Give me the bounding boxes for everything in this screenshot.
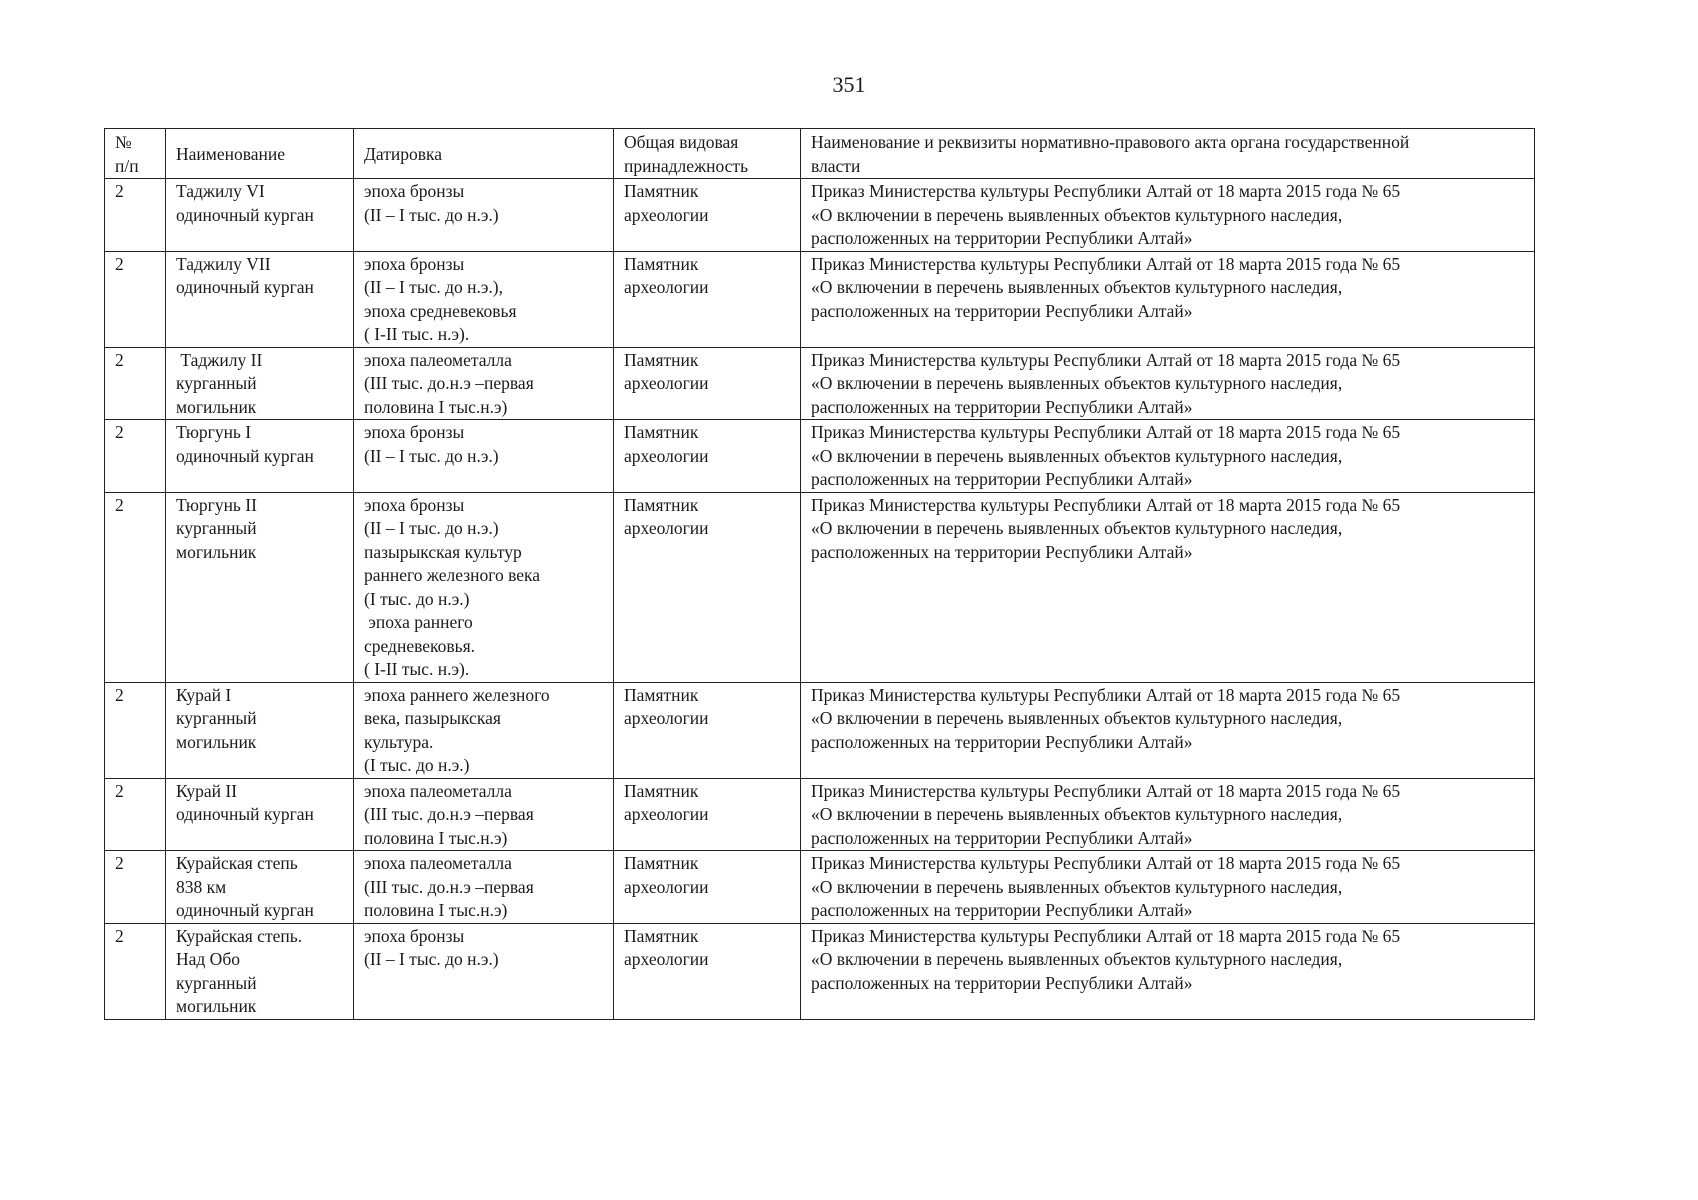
cell-kind-line: Памятник: [624, 925, 699, 946]
cell-name-line: 838 км: [176, 876, 227, 897]
cell-dating: [354, 347, 614, 420]
cell-kind: [614, 179, 801, 252]
cell-legal-act-line: Приказ Министерства культуры Республики Алтай от 18 марта 2015 года № 65: [811, 349, 1401, 370]
cell-dating-line: эпоха палеометалла: [364, 349, 512, 370]
cell-legal-act: [801, 420, 1535, 493]
cell-legal-act-line: расположенных на территории Республики Алтай»: [811, 396, 1193, 417]
cell-name-line: могильник: [176, 996, 257, 1016]
header-line: Датировка: [364, 143, 443, 164]
table-row: [105, 923, 1535, 1019]
header-line: Наименование и реквизиты нормативно-правового акта органа государственной: [811, 132, 1410, 152]
cell-dating-line: культура.: [364, 731, 434, 752]
cell-legal-act: [801, 179, 1535, 252]
cell-kind-line: Памятник: [624, 853, 699, 873]
cell-number-value: 2: [115, 422, 124, 442]
cell-dating: [354, 179, 614, 252]
cell-legal-act-line: расположенных на территории Республики Алтай»: [811, 827, 1193, 848]
cell-dating-line: средневековья.: [364, 635, 476, 656]
cell-kind-line: археологии: [624, 876, 709, 897]
cell-dating-line: эпоха палеометалла: [364, 853, 512, 873]
cell-number-value: 2: [115, 853, 124, 873]
cell-name-line: могильник: [176, 731, 257, 752]
table-body: [105, 179, 1535, 1020]
cell-legal-act: [801, 251, 1535, 347]
cell-legal-act-line: «О включении в перечень выявленных объектов культурного наследия,: [811, 277, 1343, 297]
cell-dating-line: (III тыс. до.н.э –первая: [364, 876, 534, 897]
cell-dating-line: эпоха бронзы: [364, 925, 465, 946]
cell-legal-act-line: «О включении в перечень выявленных объектов культурного наследия,: [811, 373, 1343, 393]
cell-legal-act-line: «О включении в перечень выявленных объектов культурного наследия,: [811, 518, 1343, 538]
cell-dating-line: (II – I тыс. до н.э.): [364, 445, 499, 466]
cell-legal-act: [801, 851, 1535, 924]
cell-name-line: курганный: [176, 373, 257, 393]
cell-legal-act: [801, 778, 1535, 851]
cell-legal-act-line: «О включении в перечень выявленных объектов культурного наследия,: [811, 445, 1343, 466]
cell-dating-line: эпоха палеометалла: [364, 780, 512, 801]
header-number: [105, 129, 166, 179]
cell-name: [166, 682, 354, 778]
cell-dating-line: эпоха бронзы: [364, 422, 465, 442]
cell-name-line: одиночный курган: [176, 445, 314, 466]
cell-number: [105, 347, 166, 420]
cell-name-line: Таджилу VI: [176, 181, 265, 201]
cell-name: [166, 420, 354, 493]
header-name: [166, 129, 354, 179]
cell-kind-line: археологии: [624, 518, 709, 538]
cell-kind: [614, 778, 801, 851]
table-row: [105, 347, 1535, 420]
cell-kind-line: археологии: [624, 949, 709, 969]
cell-kind: [614, 682, 801, 778]
table-row: [105, 251, 1535, 347]
cell-legal-act: [801, 347, 1535, 420]
cell-legal-act-line: расположенных на территории Республики Алтай»: [811, 900, 1193, 920]
cell-name: [166, 347, 354, 420]
cell-kind-line: Памятник: [624, 684, 699, 705]
cell-name-line: курганный: [176, 518, 257, 538]
cell-name-line: одиночный курган: [176, 804, 314, 824]
cell-legal-act-line: расположенных на территории Республики Алтай»: [811, 731, 1193, 752]
cell-name-line: могильник: [176, 396, 257, 417]
cell-kind-line: археологии: [624, 804, 709, 824]
cell-legal-act-line: Приказ Министерства культуры Республики Алтай от 18 марта 2015 года № 65: [811, 853, 1401, 873]
cell-number-value: 2: [115, 684, 124, 705]
header-line: №: [115, 132, 132, 152]
cell-name-line: могильник: [176, 541, 257, 562]
cell-dating-line: эпоха бронзы: [364, 494, 465, 515]
cell-name-line: Тюргунь II: [176, 494, 257, 515]
cell-kind: [614, 851, 801, 924]
cell-dating-line: эпоха бронзы: [364, 253, 465, 274]
cell-dating-line: века, пазырыкская: [364, 708, 501, 728]
cell-dating: [354, 420, 614, 493]
cell-name-line: Над Обо: [176, 949, 240, 969]
cell-legal-act-line: Приказ Министерства культуры Республики Алтай от 18 марта 2015 года № 65: [811, 684, 1401, 705]
table-row: [105, 682, 1535, 778]
cell-kind-line: Памятник: [624, 422, 699, 442]
cell-name-line: Курайская степь: [176, 853, 298, 873]
cell-name-line: Тюргунь I: [176, 422, 252, 442]
cell-dating-line: (II – I тыс. до н.э.): [364, 518, 499, 538]
cell-name-line: Курай II: [176, 780, 238, 801]
cell-dating-line: эпоха средневековья: [364, 300, 517, 321]
cell-legal-act-line: «О включении в перечень выявленных объектов культурного наследия,: [811, 708, 1343, 728]
cell-name: [166, 251, 354, 347]
cell-name-line: Курай I: [176, 684, 232, 705]
cell-dating-line: половина I тыс.н.э): [364, 827, 508, 848]
cell-legal-act-line: расположенных на территории Республики Алтай»: [811, 972, 1193, 993]
cell-name: [166, 923, 354, 1019]
cell-name: [166, 492, 354, 682]
header-dating: [354, 129, 614, 179]
cell-kind-line: Памятник: [624, 494, 699, 515]
table-row: [105, 420, 1535, 493]
cell-dating-line: ( I-II тыс. н.э).: [364, 659, 470, 679]
cell-number: [105, 179, 166, 252]
cell-kind-line: археологии: [624, 277, 709, 297]
cell-number: [105, 251, 166, 347]
table-row: [105, 851, 1535, 924]
cell-legal-act-line: Приказ Министерства культуры Республики Алтай от 18 марта 2015 года № 65: [811, 253, 1401, 274]
cell-kind-line: Памятник: [624, 780, 699, 801]
cell-number: [105, 778, 166, 851]
cell-dating-line: эпоха раннего: [364, 612, 473, 632]
cell-dating: [354, 492, 614, 682]
cell-legal-act: [801, 923, 1535, 1019]
cell-dating-line: (III тыс. до.н.э –первая: [364, 804, 534, 824]
cell-kind-line: археологии: [624, 708, 709, 728]
cell-dating-line: эпоха раннего железного: [364, 684, 550, 705]
cell-name-line: курганный: [176, 708, 257, 728]
cell-name: [166, 851, 354, 924]
table-row: [105, 179, 1535, 252]
cell-number-value: 2: [115, 253, 124, 274]
cell-legal-act-line: Приказ Министерства культуры Республики Алтай от 18 марта 2015 года № 65: [811, 422, 1401, 442]
cell-legal-act-line: расположенных на территории Республики Алтай»: [811, 300, 1193, 321]
cell-number: [105, 492, 166, 682]
cell-legal-act-line: расположенных на территории Республики Алтай»: [811, 469, 1193, 489]
cell-name: [166, 778, 354, 851]
cell-dating-line: (II – I тыс. до н.э.): [364, 949, 499, 969]
header-line: принадлежность: [624, 155, 749, 176]
cell-dating-line: (I тыс. до н.э.): [364, 588, 470, 609]
cell-number-value: 2: [115, 780, 124, 801]
cell-number: [105, 923, 166, 1019]
cell-legal-act-line: Приказ Министерства культуры Республики Алтай от 18 марта 2015 года № 65: [811, 780, 1401, 801]
cell-dating-line: (I тыс. до н.э.): [364, 755, 470, 775]
cell-kind: [614, 420, 801, 493]
cell-name-line: одиночный курган: [176, 204, 314, 225]
cell-dating: [354, 923, 614, 1019]
cell-name-line: Курайская степь.: [176, 925, 303, 946]
page-number: 351: [832, 72, 866, 97]
cell-legal-act-line: Приказ Министерства культуры Республики Алтай от 18 марта 2015 года № 65: [811, 181, 1401, 201]
cell-legal-act-line: Приказ Министерства культуры Республики Алтай от 18 марта 2015 года № 65: [811, 925, 1401, 946]
cell-legal-act-line: «О включении в перечень выявленных объектов культурного наследия,: [811, 949, 1343, 969]
cell-name-line: курганный: [176, 972, 257, 993]
cell-legal-act-line: расположенных на территории Республики Алтай»: [811, 541, 1193, 562]
cell-kind: [614, 251, 801, 347]
cell-kind-line: археологии: [624, 373, 709, 393]
cell-dating: [354, 251, 614, 347]
cell-legal-act: [801, 492, 1535, 682]
header-line: Наименование: [176, 143, 286, 164]
cell-dating-line: пазырыкская культур: [364, 541, 522, 562]
cell-dating: [354, 851, 614, 924]
cell-name-line: одиночный курган: [176, 900, 314, 920]
heritage-objects-table: [104, 128, 1535, 1020]
cell-dating-line: (III тыс. до.н.э –первая: [364, 373, 534, 393]
cell-dating-line: половина I тыс.н.э): [364, 900, 508, 920]
cell-legal-act-line: «О включении в перечень выявленных объектов культурного наследия,: [811, 804, 1343, 824]
cell-kind-line: Памятник: [624, 253, 699, 274]
cell-kind-line: археологии: [624, 445, 709, 466]
cell-name-line: одиночный курган: [176, 277, 314, 297]
header-line: п/п: [115, 155, 139, 176]
cell-number: [105, 851, 166, 924]
header-legal-act: [801, 129, 1535, 179]
cell-dating-line: половина I тыс.н.э): [364, 396, 508, 417]
cell-number-value: 2: [115, 494, 124, 515]
cell-legal-act-line: «О включении в перечень выявленных объектов культурного наследия,: [811, 204, 1343, 225]
cell-kind: [614, 347, 801, 420]
cell-kind: [614, 492, 801, 682]
cell-kind: [614, 923, 801, 1019]
cell-name-line: Таджилу II: [176, 349, 263, 370]
cell-number-value: 2: [115, 925, 124, 946]
cell-kind-line: Памятник: [624, 181, 699, 201]
table-header-row: [105, 129, 1535, 179]
cell-name: [166, 179, 354, 252]
cell-dating-line: эпоха бронзы: [364, 181, 465, 201]
cell-kind-line: археологии: [624, 204, 709, 225]
header-line: власти: [811, 155, 861, 176]
cell-name-line: Таджилу VII: [176, 253, 271, 274]
cell-number-value: 2: [115, 349, 124, 370]
cell-number-value: 2: [115, 181, 124, 201]
cell-dating-line: (II – I тыс. до н.э.),: [364, 277, 503, 297]
table-row: [105, 778, 1535, 851]
cell-dating: [354, 682, 614, 778]
table-row: [105, 492, 1535, 682]
cell-dating-line: раннего железного века: [364, 565, 541, 585]
cell-dating-line: ( I-II тыс. н.э).: [364, 324, 470, 344]
cell-number: [105, 682, 166, 778]
header-line: Общая видовая: [624, 132, 739, 152]
cell-legal-act: [801, 682, 1535, 778]
cell-kind-line: Памятник: [624, 349, 699, 370]
cell-number: [105, 420, 166, 493]
cell-dating: [354, 778, 614, 851]
cell-legal-act-line: «О включении в перечень выявленных объектов культурного наследия,: [811, 876, 1343, 897]
header-kind: [614, 129, 801, 179]
cell-legal-act-line: Приказ Министерства культуры Республики Алтай от 18 марта 2015 года № 65: [811, 494, 1401, 515]
cell-dating-line: (II – I тыс. до н.э.): [364, 204, 499, 225]
cell-legal-act-line: расположенных на территории Республики Алтай»: [811, 228, 1193, 248]
